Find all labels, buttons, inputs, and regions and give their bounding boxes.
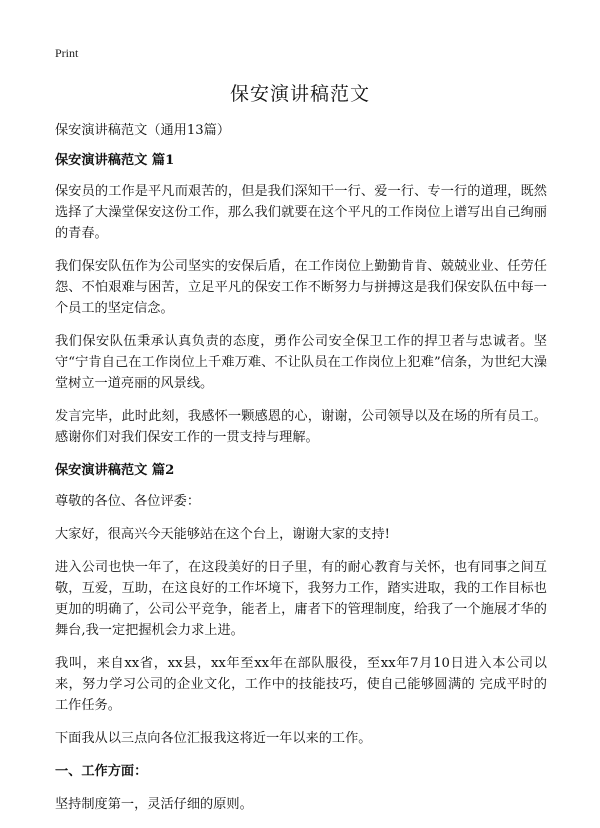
document-subtitle: 保安演讲稿范文（通用13篇） <box>55 123 231 138</box>
section-heading-2: 保安演讲稿范文 篇2 <box>55 463 175 478</box>
paragraph: 发言完毕，此时此刻，我感怀一颗感恩的心，谢谢，公司领导以及在场的所有员工。感谢你们对我们保安工作的一贯支持与理解。 <box>55 409 547 445</box>
paragraph: 进入公司也快一年了，在这段美好的日子里，有的耐心教育与关怀，也有同事之间互敬，互爱，互助，在这良好的工作坏境下，我努力工作，踏实进取，我的工作目标也更加的明确了，公司公平竞争，能者上，庸者下的管理制度，给我了一个施展才华的舞台,我一定把握机会力求上进。 <box>55 560 547 638</box>
document-body <box>55 120 547 827</box>
print-label[interactable]: Print <box>55 46 79 60</box>
paragraph: 我们保安队伍秉承认真负责的态度，勇作公司安全保卫工作的捍卫者与忠诚者。坚守“宁肯自己在工作岗位上千难万难、不让队员在工作岗位上犯难”信条，为世纪大澡堂树立一道亮丽的风景线。 <box>55 334 547 391</box>
greeting-line: 尊敬的各位、各位评委： <box>55 494 201 509</box>
paragraph: 下面我从以三点向各位汇报我这将近一年以来的工作。 <box>55 731 372 746</box>
section-heading-1: 保安演讲稿范文 篇1 <box>55 153 175 168</box>
work-section-heading: 一、工作方面： <box>55 764 148 779</box>
paragraph: 保安员的工作是平凡而艰苦的，但是我们深知干一行、爱一行、专一行的道理，既然选择了大澡堂保安这份工作，那么我们就要在这个平凡的工作岗位上谱写出自己绚丽的青春。 <box>55 184 547 241</box>
paragraph: 我叫，来自xx省，xx县，xx年至xx年在部队服役，至xx年7月10日进入本公司以来，努力学习公司的企业文化，工作中的技能技巧，使自己能够圆满的 完成平时的工作任务。 <box>55 656 547 713</box>
paragraph: 我们保安队伍作为公司坚实的安保后盾，在工作岗位上勤勤肯肯、兢兢业业、任劳任怨、不怕艰难与困苦，立足平凡的保安工作不断努力与拼搏这是我们保安队伍中每一个员工的坚定信念。 <box>55 259 547 316</box>
paragraph: 坚持制度第一，灵活仔细的原则。 <box>55 797 253 812</box>
salutation-line: 大家好，很高兴今天能够站在这个台上，谢谢大家的支持! <box>55 527 390 542</box>
page-title: 保安演讲稿范文 <box>229 83 370 105</box>
